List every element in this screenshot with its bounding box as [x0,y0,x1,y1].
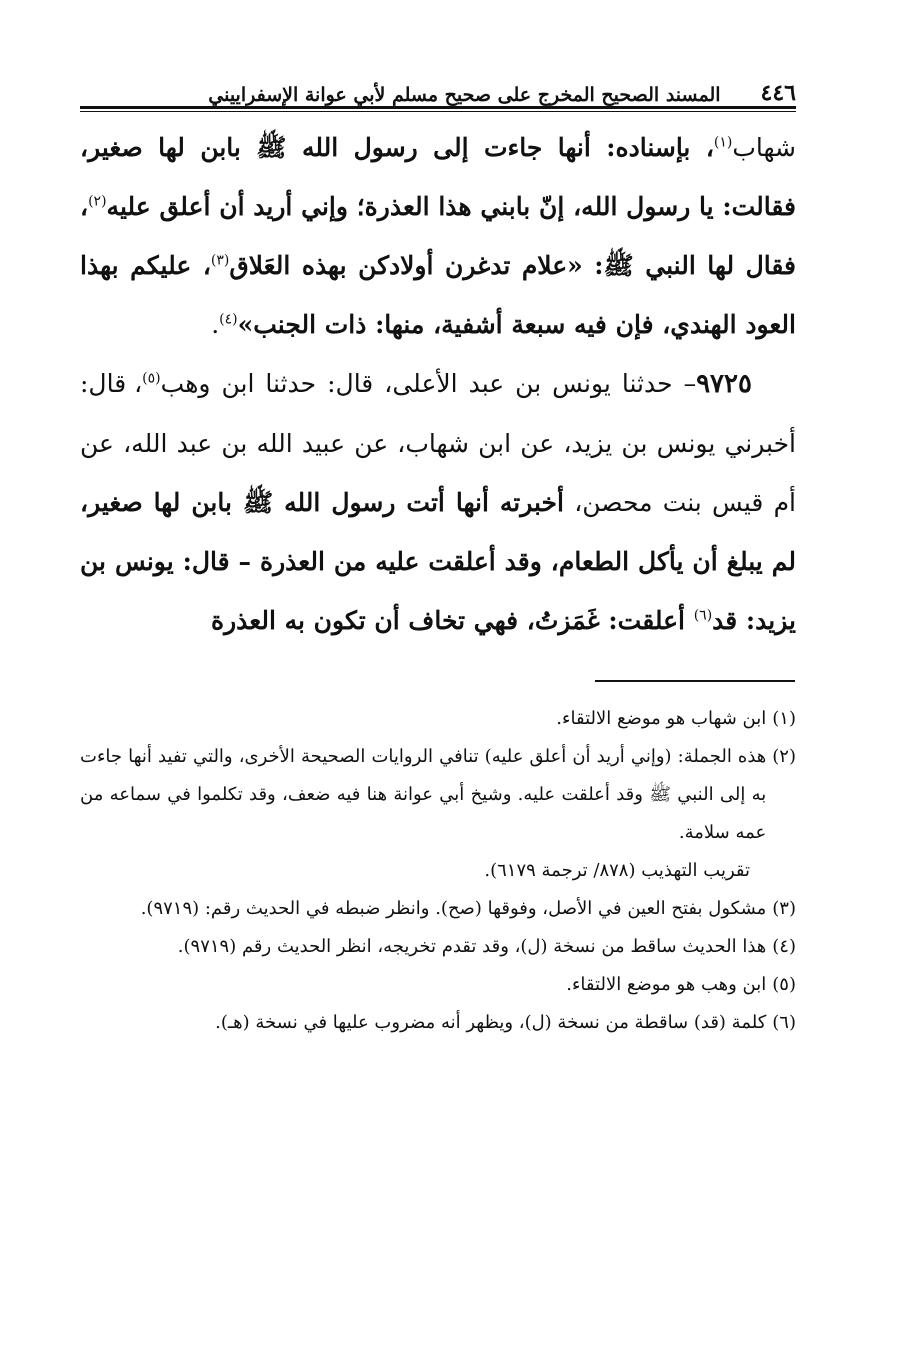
footnote-mark: (٣) [772,898,796,919]
footnotes [80,700,796,1042]
footnote-mark: (٤) [772,936,796,957]
footnote-mark: (٦) [772,1012,796,1033]
footnote-mark: (٥) [772,974,796,995]
text-segment: . [211,310,220,339]
footnote [80,966,796,1004]
text-segment: ، قال: أخبرني يونس بن يزيد، عن ابن شهاب، عن عبيد الله بن عبد الله، عن أم قيس بنت محصن، [80,369,796,517]
text-segment: شهاب [732,133,796,162]
running-header [80,70,796,106]
footnote-text: كلمة (قد) ساقطة من نسخة (ل)، ويظهر أنه مضروب عليها في نسخة (هـ). [215,1012,767,1033]
footnote [80,890,796,928]
text-segment-bold: ، عليكم بهذا العود الهندي، فإن فيه سبعة أشفية، منها: ذات الجنب» [80,251,796,339]
footnote-ref: (٤) [219,311,238,328]
page-number: ٤٤٦ [760,80,796,106]
footnote-continuation [80,852,796,890]
text-segment-bold: ، فقال لها النبي ﷺ: «علام تدغرن أولادكن بهذه العَلاق [80,192,796,280]
main-text [80,118,796,650]
footnote-ref: (٢) [88,193,107,210]
running-title: المسند الصحيح المخرج على صحيح مسلم لأبي عوانة الإسفراييني [208,84,721,106]
footnote-text: مشكول بفتح العين في الأصل، وفوقها (صح). وانظر ضبطه في الحديث رقم: (٩٧١٩). [140,898,767,919]
footnote [80,928,796,966]
footnote [80,1004,796,1042]
text-segment-bold: أخبرته أنها أتت رسول الله ﷺ بابن لها صغير، لم يبلغ أن يأكل الطعام، وقد أعلقت عليه من العذرة – قال: يونس بن يزيد: قد [80,488,796,635]
hadith-paragraph [80,354,796,650]
footnote [80,738,796,852]
footnote-mark: (١) [772,708,796,729]
footnote-ref: (١) [713,134,733,151]
text-segment-bold: أعلقت: غَمَزتُ، فهي تخاف أن تكون به العذرة [211,606,694,635]
footnote-separator [595,680,795,682]
text-segment: – حدثنا يونس بن عبد الأعلى، قال: حدثنا ابن وهب [160,369,697,398]
footnote-mark: (٢) [772,746,796,767]
footnote-text: هذه الجملة: (وإني أريد أن أعلق عليه) تنافي الروايات الصحيحة الأخرى، والتي تفيد أنها جاءت به إلى النبي ﷺ وقد أعلقت عليه. وشيخ أبي عوانة هنا فيه ضعف، وقد تكلموا في سماعه من عمه سلامة. [80,746,767,843]
footnote-text: هذا الحديث ساقط من نسخة (ل)، وقد تقدم تخريجه، انظر الحديث رقم (٩٧١٩). [177,936,767,957]
footnote-ref: (٥) [142,370,161,387]
footnote-text: ابن شهاب هو موضع الالتقاء. [556,708,767,729]
footnote-ref: (٦) [693,607,713,624]
footnote [80,700,796,738]
header-rule-thin [80,111,796,112]
hadith-number: ٩٧٢٥ [696,369,752,399]
footnote-text: تقريب التهذيب (٨٧٨/ ترجمة ٦١٧٩). [484,860,750,881]
header-rule [80,106,796,109]
footnote-text: ابن وهب هو موضع الالتقاء. [566,974,767,995]
footnote-ref: (٣) [210,252,230,269]
hadith-paragraph-continued [80,118,796,354]
text-segment-bold: ، بإسناده: أنها جاءت إلى رسول الله ﷺ بابن لها صغير، فقالت: يا رسول الله، إنّ بابني هذا العذرة؛ وإني أريد أن أعلق عليه [80,133,796,221]
